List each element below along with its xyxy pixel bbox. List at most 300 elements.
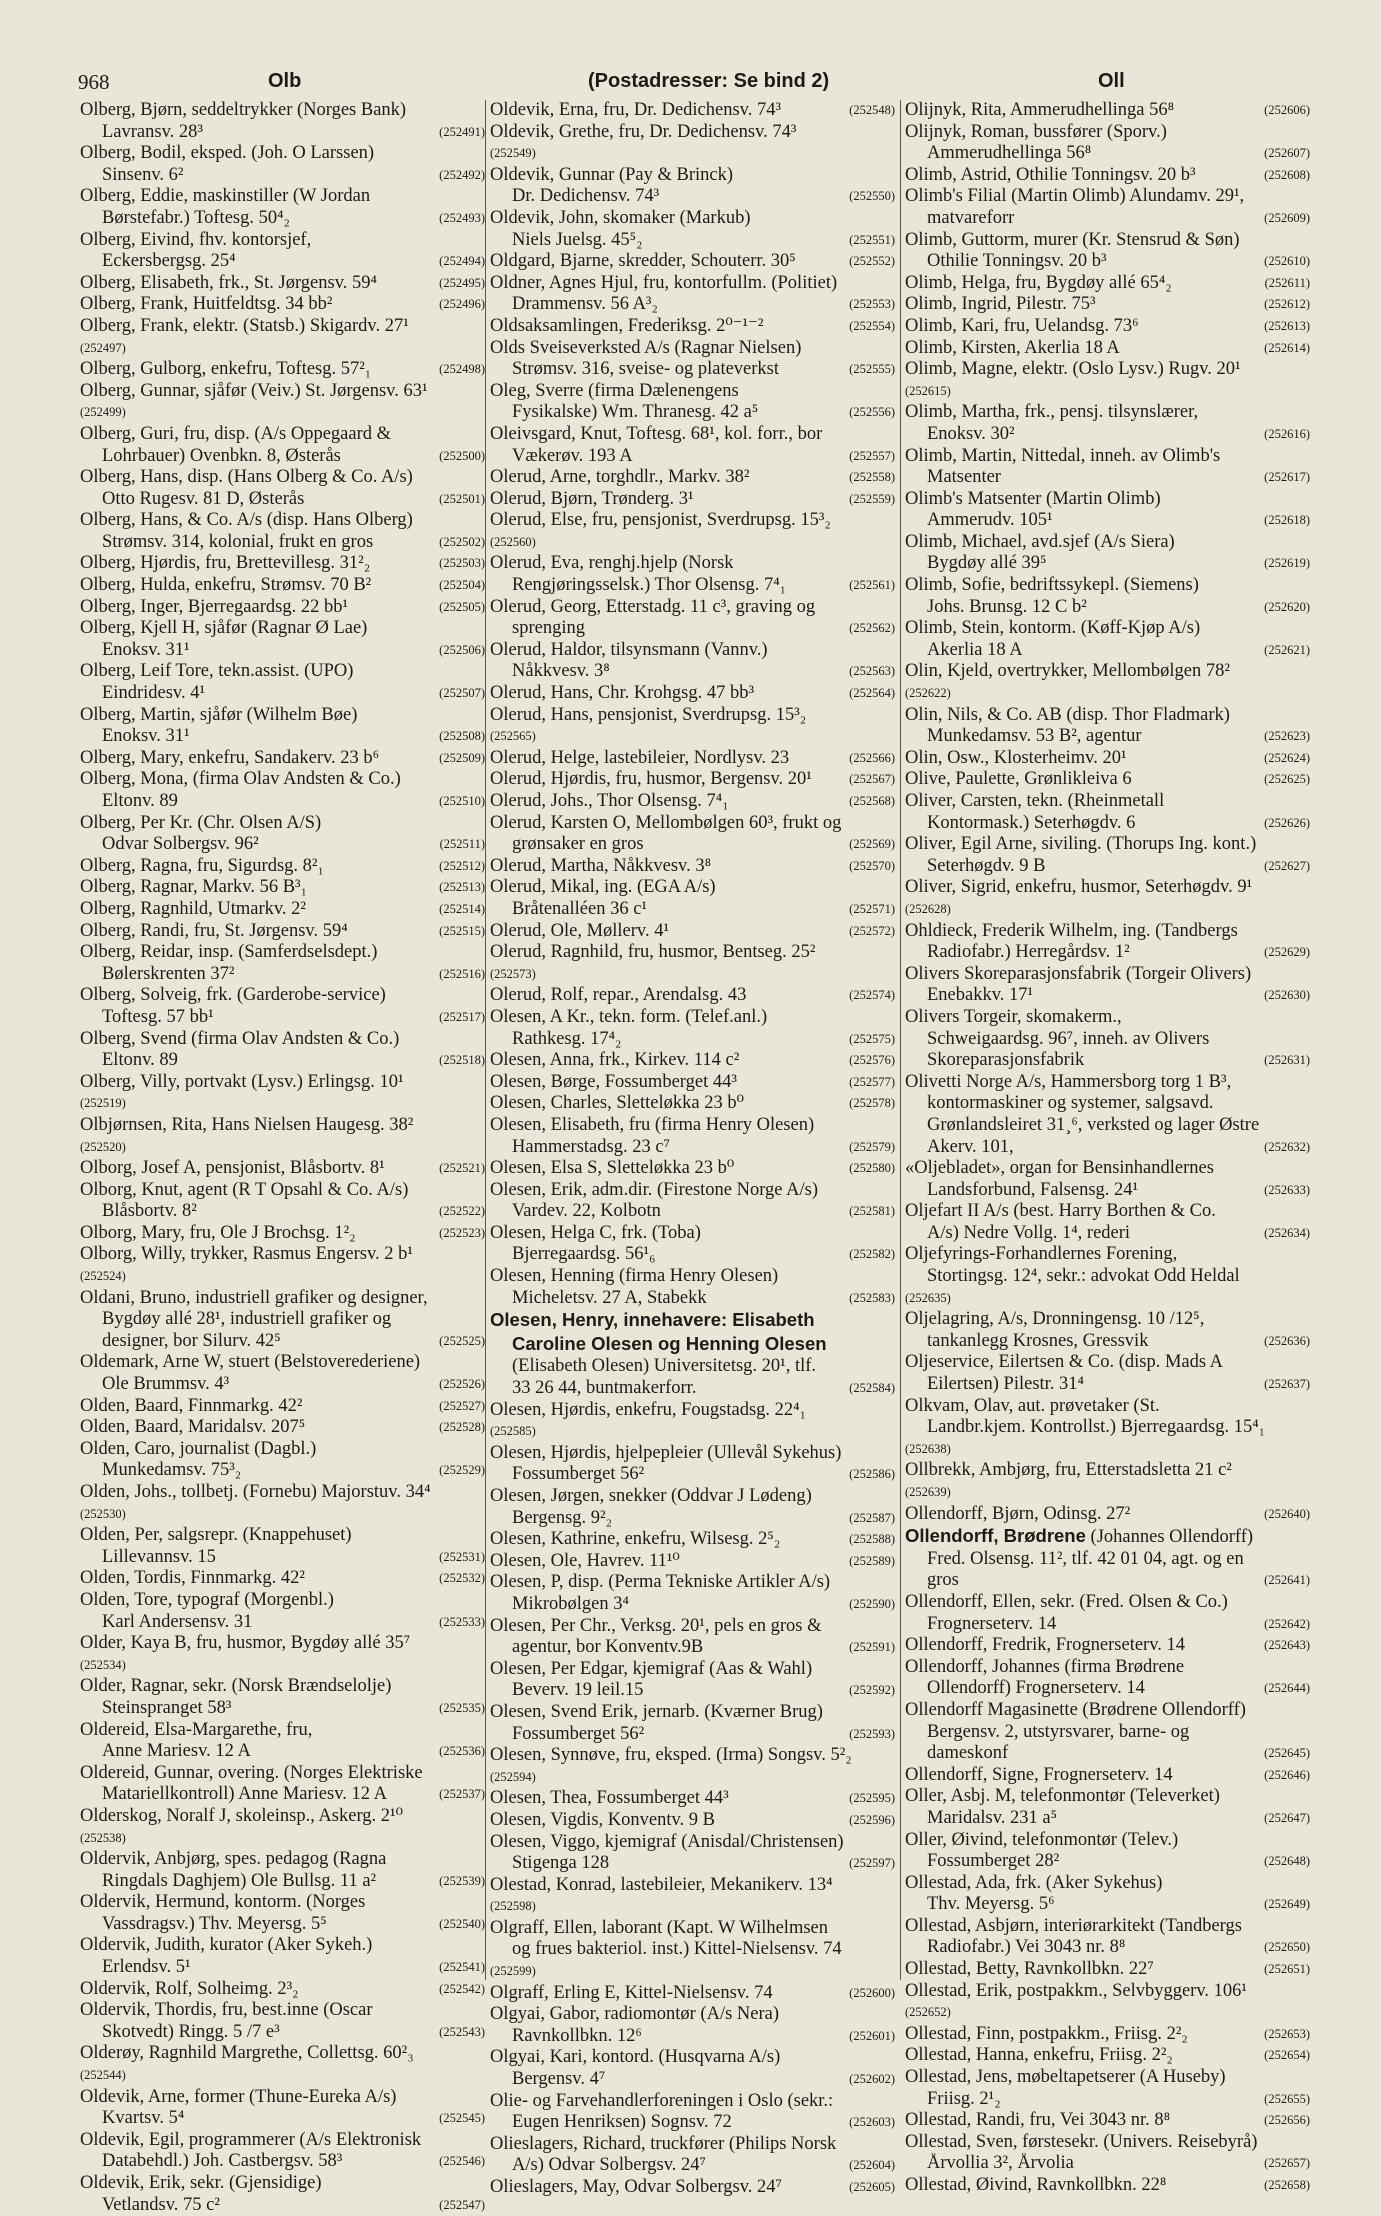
entry-text: Olesen, Kathrine, enkefru, Wilsesg. 2⁵₂	[490, 1529, 781, 1550]
entry-text: Olberg, Guri, fru, disp. (A/s Oppegaard &	[80, 423, 392, 444]
entry-text: Oldereid, Gunnar, overing. (Norges Elektriske	[80, 1762, 423, 1783]
entry-line	[905, 122, 1310, 144]
entry-number: (252503)	[439, 556, 485, 571]
entry-number: (252496)	[439, 297, 485, 312]
directory-entry	[905, 165, 1310, 187]
entry-text: (Elisabeth Olesen) Universitetsg. 20¹, tlf.	[512, 1356, 817, 1377]
entry-number: (252616)	[1264, 426, 1310, 441]
entry-line	[490, 985, 895, 1007]
entry-number: (252539)	[439, 1873, 485, 1888]
entry-line	[490, 230, 895, 252]
directory-entry	[490, 769, 895, 791]
entry-number: (252515)	[439, 923, 485, 938]
entry-number: (252591)	[849, 1640, 895, 1655]
entry-text: Olie- og Farvehandlerforeningen i Oslo (sekr.:	[490, 2090, 834, 2111]
entry-text: Lohrbauer) Ovenbkn. 8, Østerås	[102, 445, 341, 466]
entry-line	[905, 1352, 1310, 1374]
entry-line	[905, 1137, 1310, 1159]
entry-line	[490, 1551, 895, 1573]
entry-text: Eugen Henriksen) Sognsv. 72	[512, 2112, 732, 2133]
directory-entry	[490, 921, 895, 943]
entry-number: (252564)	[849, 686, 895, 701]
directory-entry	[490, 705, 895, 748]
directory-entry	[905, 1525, 1310, 1592]
entry-line	[80, 100, 485, 122]
entry-text: Odvar Solbergsv. 96²	[102, 834, 259, 855]
entry-line	[80, 834, 485, 856]
entry-line	[905, 2132, 1310, 2154]
directory-entry	[490, 1072, 895, 1094]
entry-text: Olerud, Hans, pensjonist, Sverdrupsg. 15³₂	[490, 704, 807, 725]
entry-number: (252498)	[439, 362, 485, 377]
directory-entry	[80, 143, 485, 186]
entry-text: Eltonv. 89	[102, 1050, 178, 1071]
entry-text: Olimb, Guttorm, murer (Kr. Stensrud & Søn)	[905, 229, 1240, 250]
entry-number: (252550)	[849, 189, 895, 204]
entry-text: Blåsbortv. 8²	[102, 1201, 197, 1222]
entry-number: (252607)	[1264, 146, 1310, 161]
directory-entry	[80, 1590, 485, 1633]
entry-text: Olberg, Bodil, eksped. (Joh. O Larssen)	[80, 143, 375, 164]
entry-number: (252528)	[439, 1420, 485, 1435]
entry-line	[905, 1657, 1310, 1679]
entry-text: Olimb, Kirsten, Akerlia 18 A	[905, 337, 1120, 358]
entry-line	[905, 489, 1310, 511]
directory-entry	[905, 294, 1310, 316]
entry-text: Vækerøv. 193 A	[512, 445, 633, 466]
entry-number: (252598)	[490, 1899, 536, 1914]
entry-text: Ollendorff, Brødrene (Johannes Ollendorff)	[905, 1525, 1254, 1548]
column-2	[490, 100, 895, 2199]
entry-line	[905, 1244, 1310, 1266]
entry-line	[80, 618, 485, 640]
directory-entry	[490, 122, 895, 165]
entry-text: Oleivsgard, Knut, Toftesg. 68¹, kol. forr., bor	[490, 423, 823, 444]
entry-number: (252543)	[439, 2024, 485, 2039]
entry-line	[80, 1633, 485, 1655]
entry-line	[905, 618, 1310, 640]
entry-text: Ravnkollbkn. 12⁶	[512, 2025, 642, 2046]
entry-number: (252560)	[490, 534, 536, 549]
directory-entry	[490, 338, 895, 381]
entry-line	[905, 813, 1310, 835]
entry-text: matvareforr	[927, 207, 1015, 228]
entry-text: Olimb, Sofie, bedriftssykepl. (Siemens)	[905, 575, 1199, 596]
entry-text: Oldevik, Egil, programmerer (A/s Elektronisk	[80, 2129, 422, 2150]
entry-line	[490, 338, 895, 360]
entry-number: (252551)	[849, 232, 895, 247]
entry-line	[905, 1549, 1310, 1571]
entry-number: (252595)	[849, 1791, 895, 1806]
directory-entry	[905, 1657, 1310, 1700]
directory-entry	[905, 2067, 1310, 2110]
directory-entry	[490, 791, 895, 813]
entry-text: Olin, Nils, & Co. AB (disp. Thor Fladmark)	[905, 704, 1230, 725]
directory-entry	[905, 1460, 1310, 1503]
entry-line	[80, 1201, 485, 1223]
entry-text: Olberg, Ragnhild, Utmarkv. 2²	[80, 898, 306, 919]
directory-entry	[80, 1288, 485, 1353]
entry-text: Olerud, Else, fru, pensjonist, Sverdrupsg. 15³₂	[490, 510, 831, 531]
entry-text: Olerud, Rolf, repar., Arendalsg. 43	[490, 985, 747, 1006]
entry-text: Eindridesv. 4¹	[102, 683, 205, 704]
entry-line	[490, 2069, 895, 2091]
entry-line	[490, 856, 895, 878]
entry-text: Strømsv. 316, sveise- og plateverkst	[512, 359, 780, 380]
entry-text: Ollbrekk, Ambjørg, fru, Etterstadsletta 21 c²	[905, 1460, 1232, 1481]
entry-text: Grønlandsleiret 31¸⁶, verksted og lager Østre	[927, 1114, 1260, 1135]
entry-text: Olijnyk, Roman, bussfører (Sporv.)	[905, 121, 1167, 142]
entry-text: Bergensv. 2, utstyrsvarer, barne- og	[927, 1721, 1190, 1742]
directory-entry	[905, 1352, 1310, 1395]
entry-line	[80, 1806, 485, 1828]
entry-line	[80, 1072, 485, 1094]
entry-text: Olberg, Hulda, enkefru, Strømsv. 70 B²	[80, 575, 372, 596]
directory-entry	[905, 618, 1310, 661]
entry-text: Olesen, A Kr., tekn. form. (Telef.anl.)	[490, 1006, 768, 1027]
entry-number: (252516)	[439, 966, 485, 981]
entry-text: Olerud, Eva, renghj.hjelp (Norsk	[490, 553, 734, 574]
entry-text: Olimb, Martin, Nittedal, inneh. av Olimb's	[905, 445, 1221, 466]
entry-text: kontormaskiner og systemer, salgsavd.	[927, 1093, 1214, 1114]
entry-number: (252513)	[439, 880, 485, 895]
entry-line	[490, 705, 895, 727]
entry-line	[490, 467, 895, 489]
entry-line	[490, 1072, 895, 1094]
entry-line	[490, 100, 895, 122]
entry-line	[490, 2155, 895, 2177]
directory-entry	[80, 1244, 485, 1287]
entry-line	[490, 1029, 895, 1051]
directory-entry	[80, 1763, 485, 1806]
directory-entry	[490, 640, 895, 683]
entry-text: Enoksv. 31¹	[102, 639, 190, 660]
directory-entry	[80, 597, 485, 619]
entry-number: (252569)	[849, 837, 895, 852]
entry-text: Olderøy, Ragnhild Margrethe, Collettsg. 60²₃	[80, 2043, 414, 2064]
entry-text: Olberg, Elisabeth, frk., St. Jørgensv. 59⁴	[80, 272, 377, 293]
entry-text: Olgraff, Erling E, Kittel-Nielsensv. 74	[490, 1982, 773, 2003]
entry-text: Olden, Tore, typograf (Morgenbl.)	[80, 1589, 334, 1610]
entry-number: (252626)	[1264, 815, 1310, 830]
entry-text: Oldevik, Erik, sekr. (Gjensidige)	[80, 2173, 322, 2193]
entry-line	[80, 748, 485, 770]
directory-entry	[80, 1568, 485, 1590]
entry-text: Stortingsg. 12⁴, sekr.: advokat Odd Heldal	[927, 1266, 1240, 1287]
directory-entry	[905, 575, 1310, 618]
entry-number: (252637)	[1264, 1377, 1310, 1392]
entry-line	[490, 553, 895, 575]
entry-text: Oldani, Bruno, industriell grafiker og designer,	[80, 1287, 428, 1308]
entry-number: (252619)	[1264, 556, 1310, 571]
entry-number: (252602)	[849, 2072, 895, 2087]
entry-line	[490, 1115, 895, 1137]
directory-entry	[905, 705, 1310, 748]
entry-number: (252574)	[849, 988, 895, 1003]
entry-number: (252509)	[439, 750, 485, 765]
entry-text: Oldgard, Bjarne, skredder, Schouterr. 30⁵	[490, 251, 796, 272]
directory-entry	[905, 1830, 1310, 1873]
entry-line	[490, 597, 895, 619]
entry-line	[80, 1352, 485, 1374]
entry-line	[905, 273, 1310, 295]
directory-entry	[80, 813, 485, 856]
entry-number: (252604)	[849, 2158, 895, 2173]
entry-text: Akerlia 18 A	[927, 639, 1023, 660]
entry-line	[490, 208, 895, 230]
directory-entry	[80, 1676, 485, 1719]
entry-text: Oleg, Sverre (firma Dælenengens	[490, 380, 739, 401]
directory-entry	[905, 1786, 1310, 1829]
entry-number: (252507)	[439, 686, 485, 701]
directory-entry	[80, 1396, 485, 1418]
entry-number: (252625)	[1264, 772, 1310, 787]
entry-text: Olesen, Hjørdis, enkefru, Fougstadsg. 22⁴₁	[490, 1399, 807, 1420]
entry-line	[80, 1568, 485, 1590]
entry-number: (252518)	[439, 1053, 485, 1068]
entry-line	[80, 1525, 485, 1547]
entry-number: (252600)	[849, 1985, 895, 2000]
entry-line	[490, 1309, 895, 1333]
entry-text: Ollestad, Sven, førstesekr. (Univers. Reisebyrå)	[905, 2131, 1258, 2152]
entry-line	[80, 856, 485, 878]
entry-line	[490, 1180, 895, 1202]
entry-number: (252614)	[1264, 340, 1310, 355]
entry-number: (252592)	[849, 1683, 895, 1698]
entry-line	[490, 661, 895, 683]
entry-line	[80, 597, 485, 619]
entry-line	[905, 186, 1310, 208]
entry-text: Enoksv. 31¹	[102, 726, 190, 747]
entry-line	[80, 122, 485, 144]
entry-number: (252642)	[1264, 1616, 1310, 1631]
entry-number: (252635)	[905, 1290, 951, 1305]
directory-entry	[490, 1093, 895, 1115]
entry-line	[905, 856, 1310, 878]
directory-entry	[80, 1072, 485, 1115]
entry-text: Enoksv. 30²	[927, 423, 1015, 444]
entry-number: (252632)	[1264, 1139, 1310, 1154]
entry-text: Olberg, Kjell H, sjåfør (Ragnar Ø Lae)	[80, 618, 368, 639]
entry-text: Ollestad, Randi, fru, Vei 3043 nr. 8⁸	[905, 2110, 1171, 2131]
entry-number: (252573)	[490, 966, 536, 981]
entry-line	[490, 1702, 895, 1724]
entry-text: Olesen, Henning (firma Henry Olesen)	[490, 1266, 779, 1287]
entry-text: Fossumberget 56²	[512, 1723, 645, 1744]
entry-number: (252504)	[439, 578, 485, 593]
entry-number: (252631)	[1264, 1053, 1310, 1068]
entry-line	[490, 2134, 895, 2156]
directory-entry	[80, 705, 485, 748]
entry-text: Olimb, Michael, avd.sjef (A/s Siera)	[905, 531, 1175, 552]
entry-text: Olimb, Martha, frk., pensj. tilsynslærer,	[905, 402, 1199, 423]
entry-line	[905, 1266, 1310, 1288]
directory-entry	[80, 1158, 485, 1180]
entry-line	[905, 2089, 1310, 2111]
directory-entry	[80, 467, 485, 510]
directory-entry	[80, 316, 485, 359]
entry-text: Older, Kaya B, fru, husmor, Bygdøy allé 35⁷	[80, 1633, 411, 1654]
entry-text: Oljeservice, Eilertsen & Co. (disp. Mads A	[905, 1352, 1224, 1373]
entry-number: (252506)	[439, 642, 485, 657]
entry-text: tankanlegg Krosnes, Gressvik	[927, 1330, 1149, 1351]
entry-line	[905, 1093, 1310, 1115]
entry-line	[80, 964, 485, 986]
entry-text: Bergensg. 9²₂	[512, 1507, 613, 1528]
entry-text: Ollestad, Hanna, enkefru, Friisg. 2²₂	[905, 2045, 1173, 2066]
entry-line	[80, 1676, 485, 1698]
entry-number: (252629)	[1264, 945, 1310, 960]
entry-line	[490, 899, 895, 921]
directory-entry	[905, 1700, 1310, 1765]
entry-line	[490, 1724, 895, 1746]
entry-text: Oldervik, Judith, kurator (Aker Sykeh.)	[80, 1935, 373, 1956]
entry-line	[905, 553, 1310, 575]
entry-text: Olberg, Leif Tore, tekn.assist. (UPO)	[80, 661, 354, 682]
entry-text: Oldevik, Arne, former (Thune-Eureka A/s)	[80, 2086, 397, 2107]
entry-text: grønsaker en gros	[512, 834, 644, 855]
directory-entry	[80, 2130, 485, 2173]
entry-number: (252511)	[439, 837, 485, 852]
entry-line	[80, 532, 485, 554]
entry-line	[80, 1374, 485, 1396]
entry-number: (252622)	[905, 686, 951, 701]
column-1	[80, 100, 485, 2216]
directory-entry	[490, 1486, 895, 1529]
entry-text: Steinspranget 58³	[102, 1697, 232, 1718]
entry-number: (252558)	[849, 470, 895, 485]
entry-number: (252567)	[849, 772, 895, 787]
entry-text: Olberg, Reidar, insp. (Samferdselsdept.)	[80, 942, 378, 963]
entry-number: (252613)	[1264, 318, 1310, 333]
entry-number: (252517)	[439, 1009, 485, 1024]
entry-text: Rengjøringsselsk.) Thor Olsensg. 7⁴₁	[512, 575, 787, 596]
entry-number: (252609)	[1264, 210, 1310, 225]
directory-entry	[80, 2043, 485, 2086]
entry-line	[80, 1849, 485, 1871]
entry-number: (252580)	[849, 1161, 895, 1176]
directory-entry	[80, 230, 485, 273]
entry-text: Olgraff, Ellen, laborant (Kapt. W Wilhelmsen	[490, 1917, 828, 1938]
entry-number: (252531)	[439, 1549, 485, 1564]
entry-number: (252651)	[1264, 1962, 1310, 1977]
entry-number: (252584)	[849, 1381, 895, 1396]
directory-entry	[80, 1806, 485, 1849]
entry-line	[905, 2024, 1310, 2046]
entry-text: Olberg, Hjørdis, fru, Brettevillesg. 31²₂	[80, 553, 371, 574]
entry-number: (252633)	[1264, 1182, 1310, 1197]
entry-line	[905, 575, 1310, 597]
entry-text: Oller, Øivind, telefonmontør (Telev.)	[905, 1829, 1179, 1850]
directory-entry	[905, 2175, 1310, 2197]
directory-entry	[80, 1892, 485, 1935]
entry-number: (252527)	[439, 1398, 485, 1413]
entry-number: (252532)	[439, 1571, 485, 1586]
entry-number: (252581)	[849, 1204, 895, 1219]
entry-line	[905, 1396, 1310, 1418]
entry-line	[905, 1894, 1310, 1916]
entry-line	[490, 2177, 895, 2199]
directory-entry	[490, 2177, 895, 2199]
entry-text: Olborg, Mary, fru, Ole J Brochsg. 1²₂	[80, 1222, 356, 1243]
directory-entry	[80, 769, 485, 812]
entry-line	[905, 1331, 1310, 1353]
entry-line	[490, 1616, 895, 1638]
directory-entry	[490, 748, 895, 770]
entry-text: Bjerregaardsg. 56¹₆	[512, 1244, 656, 1265]
entry-line	[490, 122, 895, 144]
entry-text: Olesen, Charles, Sletteløkka 23 b⁰	[490, 1093, 745, 1114]
directory-entry	[80, 1439, 485, 1482]
entry-text: Olden, Per, salgsrepr. (Knappehuset)	[80, 1525, 352, 1546]
entry-line	[490, 2091, 895, 2113]
entry-number: (252608)	[1264, 167, 1310, 182]
entry-text: Oldervik, Anbjørg, spes. pedagog (Ragna	[80, 1849, 387, 1870]
entry-number: (252657)	[1264, 2156, 1310, 2171]
directory-entry	[490, 553, 895, 596]
entry-text: Oliver, Egil Arne, siviling. (Thorups Ing. kont.)	[905, 834, 1257, 855]
entry-text: Olesen, Hjørdis, hjelpepleier (Ullevål Sykehus)	[490, 1442, 842, 1463]
entry-line	[80, 381, 485, 403]
entry-number: (252605)	[849, 2180, 895, 2194]
entry-number: (252553)	[849, 297, 895, 312]
directory-entry	[80, 1935, 485, 1978]
entry-line	[80, 316, 485, 338]
entry-text: Olesen, Per Edgar, kjemigraf (Aas & Wahl)	[490, 1658, 813, 1679]
directory-entry	[905, 1309, 1310, 1352]
directory-entry	[905, 1007, 1310, 1072]
entry-text: Ollestad, Øivind, Ravnkollbkn. 22⁸	[905, 2175, 1167, 2195]
directory-entry	[490, 1158, 895, 1180]
directory-entry	[80, 899, 485, 921]
entry-line	[490, 316, 895, 338]
entry-text: Olesen, Svend Erik, jernarb. (Kværner Brug)	[490, 1701, 823, 1722]
entry-number: (252582)	[849, 1247, 895, 1262]
directory-entry	[490, 424, 895, 467]
entry-text: Otto Rugesv. 81 D, Østerås	[102, 488, 305, 509]
entry-line	[80, 510, 485, 532]
entry-number: (252554)	[849, 318, 895, 333]
entry-text: Ammerudhellinga 56⁸	[927, 143, 1092, 164]
directory-entry	[80, 856, 485, 878]
entry-text: Olesen, Anna, frk., Kirkev. 114 c²	[490, 1050, 740, 1071]
entry-line	[490, 1007, 895, 1029]
entry-line	[905, 1678, 1310, 1700]
directory-entry	[80, 1180, 485, 1223]
entry-line	[905, 964, 1310, 986]
entry-line	[80, 640, 485, 662]
entry-line	[80, 1763, 485, 1785]
entry-line	[80, 489, 485, 511]
entry-text: Strømsv. 314, kolonial, frukt en gros	[102, 531, 374, 552]
entry-number: (252611)	[1264, 275, 1310, 290]
entry-line	[905, 316, 1310, 338]
entry-line	[905, 1722, 1310, 1744]
entry-line	[80, 2087, 485, 2109]
entry-number: (252514)	[439, 901, 485, 916]
directory-entry	[80, 921, 485, 943]
entry-line	[80, 877, 485, 899]
entry-text: Olbjørnsen, Rita, Hans Nielsen Haugesg. 38²	[80, 1114, 414, 1135]
entry-number: (252576)	[849, 1053, 895, 1068]
entry-line	[905, 1830, 1310, 1852]
directory-entry	[490, 877, 895, 920]
directory-entry	[80, 510, 485, 553]
entry-text: Vassdragsv.) Thv. Meyersg. 5⁵	[102, 1913, 327, 1934]
entry-number: (252535)	[439, 1700, 485, 1715]
entry-line	[80, 143, 485, 165]
entry-number: (252525)	[439, 1333, 485, 1348]
